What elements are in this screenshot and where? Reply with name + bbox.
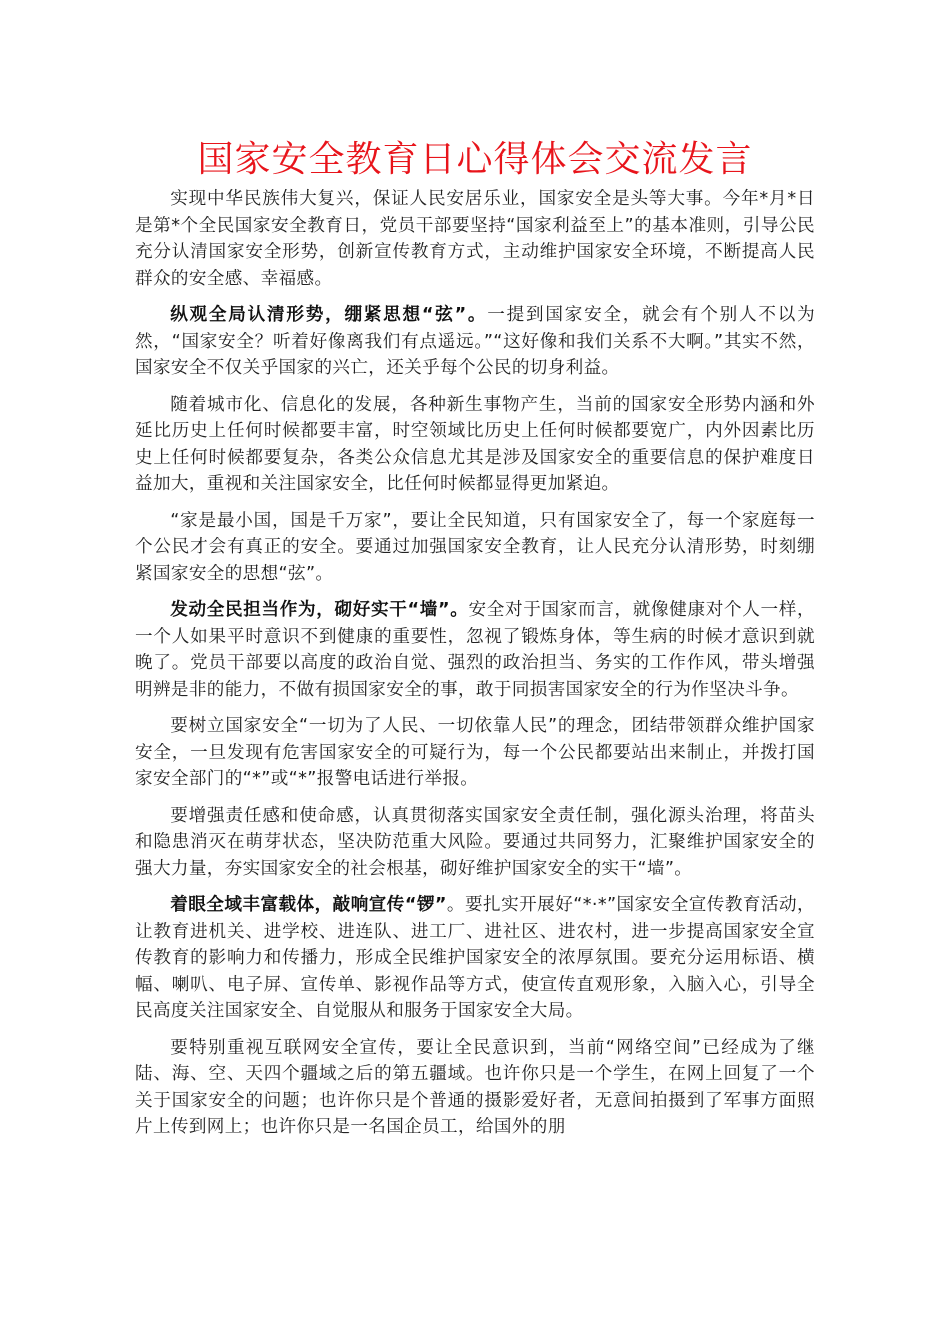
paragraph-text: 一提到国家安全，就会有个别人不以为然，“国家安全？听着好像离我们有点遥远。”“这好像和我们关系不大啊。”其实不然，国家安全不仅关乎国家的兴亡，还关乎每个公民的切身利益。 [135, 305, 816, 378]
paragraph [135, 803, 815, 883]
paragraph [135, 713, 815, 793]
paragraph [135, 597, 815, 703]
paragraph [135, 186, 815, 292]
paragraph-lead: 着眼全域丰富载体，敲响宣传“锣” [170, 895, 447, 915]
paragraph-lead: 纵观全局认清形势，绷紧思想“弦”。 [170, 305, 488, 325]
paragraph [135, 1035, 815, 1141]
paragraph [135, 892, 815, 1025]
paragraph-text: 实现中华民族伟大复兴，保证人民安居乐业，国家安全是头等大事。今年*月*日是第*个全民国家安全教育日，党员干部要坚持“国家利益至上”的基本准则，引导公民充分认清国家安全形势，创新宣传教育方式，主动维护国家安全环境，不断提高人民群众的安全感、幸福感。 [135, 189, 815, 289]
paragraph [135, 508, 815, 588]
document-title: 国家安全教育日心得体会交流发言 [197, 139, 753, 180]
paragraph-text: 要增强责任感和使命感，认真贯彻落实国家安全责任制，强化源头治理，将苗头和隐患消灭在萌芽状态，坚决防范重大风险。要通过共同努力，汇聚维护国家安全的强大力量，夯实国家安全的社会根基，砌好维护国家安全的实干“墙”。 [135, 805, 815, 879]
paragraph-lead: 发动全民担当作为，砌好实干“墙”。 [170, 600, 469, 620]
paragraph [135, 392, 815, 498]
paragraph-text: 随着城市化、信息化的发展，各种新生事物产生，当前的国家安全形势内涵和外延比历史上任何时候都要丰富，时空领域比历史上任何时候都要宽广，内外因素比历史上任何时候都要复杂，各类公众信息尤其是涉及国家安全的重要信息的保护难度日益加大，重视和关注国家安全，比任何时候都显得更加紧迫。 [135, 394, 815, 494]
paragraph [135, 302, 815, 382]
paragraph-text: 要特别重视互联网安全宣传，要让全民意识到，当前“网络空间”已经成为了继陆、海、空、天四个疆域之后的第五疆域。也许你只是一个学生，在网上回复了一个关于国家安全的问题；也许你只是个普通的摄影爱好者，无意间拍摄到了军事方面照片上传到网上；也许你只是一名国企员工，给国外的朋 [135, 1037, 815, 1137]
paragraph-text: 安全对于国家而言，就像健康对个人一样，一个人如果平时意识不到健康的重要性，忽视了锻炼身体，等生病的时候才意识到就晚了。党员干部要以高度的政治自觉、强烈的政治担当、务实的工作作风，带头增强明辨是非的能力，不做有损国家安全的事，敢于同损害国家安全的行为作坚决斗争。 [135, 600, 816, 700]
paragraph-text: 。要扎实开展好“*·*”国家安全宣传教育活动，让教育进机关、进学校、进连队、进工厂、进社区、进农村，进一步提高国家安全宣传教育的影响力和传播力，形成全民维护国家安全的浓厚氛围。要充分运用标语、横幅、喇叭、电子屏、宣传单、影视作品等方式，使宣传直观形象，入脑入心，引导全民高度关注国家安全、自觉服从和服务于国家安全大局。 [135, 895, 816, 1021]
paragraph-text: 要树立国家安全“一切为了人民、一切依靠人民”的理念，团结带领群众维护国家安全，一旦发现有危害国家安全的可疑行为，每一个公民都要站出来制止，并拨打国家安全部门的“*”或“*”报警电话进行举报。 [135, 716, 815, 789]
document-body [135, 186, 815, 1151]
paragraph-text: “家是最小国，国是千万家”，要让全民知道，只有国家安全了，每一个家庭每一个公民才会有真正的安全。要通过加强国家安全教育，让人民充分认清形势，时刻绷紧国家安全的思想“弦”。 [135, 510, 815, 584]
